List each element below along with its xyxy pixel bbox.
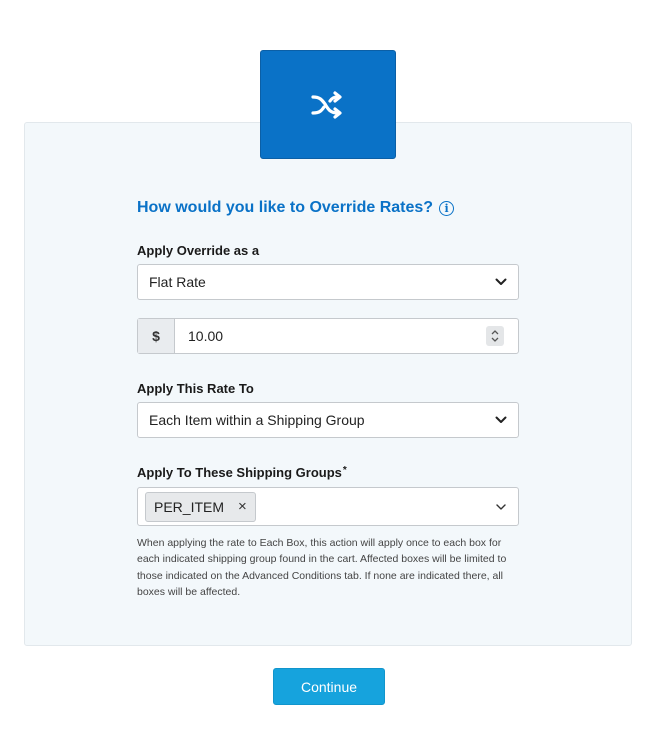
- flat-rate-amount-input[interactable]: 10.00: [188, 328, 224, 344]
- shuffle-icon: [310, 91, 346, 119]
- override-type-label: Apply Override as a: [137, 243, 260, 258]
- override-type-select[interactable]: [137, 264, 519, 300]
- shipping-groups-multiselect[interactable]: [137, 487, 519, 526]
- continue-button[interactable]: Continue: [273, 668, 385, 705]
- apply-to-label: Apply This Rate To: [137, 381, 254, 396]
- remove-tag-icon[interactable]: ×: [238, 498, 247, 515]
- required-mark: *: [342, 465, 347, 476]
- apply-to-value: Each Item within a Shipping Group: [149, 412, 365, 428]
- currency-prefix: $: [138, 319, 175, 353]
- info-circle-icon[interactable]: i: [439, 201, 454, 216]
- override-hero-tile: [260, 50, 396, 159]
- stepper-up-icon[interactable]: [491, 330, 499, 335]
- chevron-down-icon: [484, 504, 518, 510]
- override-heading: [137, 199, 454, 217]
- shipping-groups-label-text: Apply To These Shipping Groups: [137, 465, 342, 480]
- shipping-groups-help-text: When applying the rate to Each Box, this action will apply once to each box for each indicated shipping group found in the cart. Affected boxes will be limited to those indicated on the Advanced Conditions tab. If none are indicated there, all boxes will be affected.: [137, 537, 507, 598]
- shipping-group-tag: [145, 492, 256, 522]
- stepper-down-icon[interactable]: [491, 337, 499, 342]
- override-type-value: Flat Rate: [149, 274, 206, 290]
- apply-to-select[interactable]: [137, 402, 519, 438]
- flat-rate-amount-field: [137, 318, 519, 354]
- shipping-group-tag-label: PER_ITEM: [154, 498, 225, 515]
- chevron-down-icon: [484, 416, 518, 424]
- chevron-down-icon: [484, 278, 518, 286]
- page-title: How would you like to Override Rates?: [137, 199, 434, 216]
- amount-stepper[interactable]: [486, 326, 504, 346]
- shipping-groups-label: [137, 465, 347, 480]
